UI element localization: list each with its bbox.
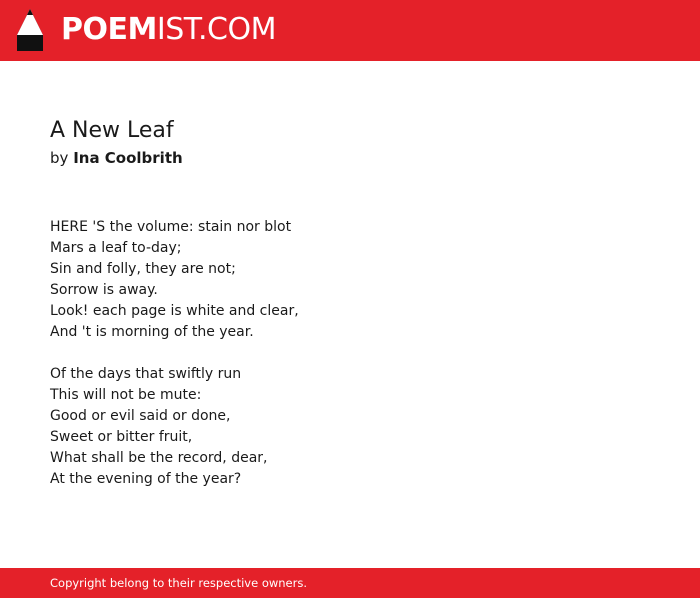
poem-title: A New Leaf — [50, 118, 174, 143]
poem-line: Look! each page is white and clear, — [50, 303, 299, 319]
poem-line: Sin and folly, they are not; — [50, 261, 236, 277]
by-label: by — [50, 149, 69, 167]
poem-body — [50, 217, 650, 490]
pencil-icon[interactable] — [17, 9, 43, 51]
poem-line: And 't is morning of the year. — [50, 324, 254, 340]
poem-line: Mars a leaf to-day; — [50, 240, 182, 256]
poem-line: Of the days that swiftly run — [50, 366, 242, 382]
poem-line: At the evening of the year? — [50, 471, 242, 487]
poem-line: What shall be the record, dear, — [50, 450, 268, 466]
site-footer — [0, 568, 700, 598]
author-link[interactable]: Ina Coolbrith — [73, 149, 183, 167]
site-header — [0, 0, 700, 61]
poem-line: Good or evil said or done, — [50, 408, 231, 424]
poem-line: Sorrow is away. — [50, 282, 158, 298]
logo-text-bold: POEM — [61, 12, 157, 47]
poem-line: HERE 'S the volume: stain nor blot — [50, 219, 292, 235]
logo-text-light: IST.COM — [156, 12, 276, 47]
site-logo-link[interactable] — [61, 12, 276, 48]
poem-line: Sweet or bitter fruit, — [50, 429, 193, 445]
poem-byline — [50, 146, 650, 170]
copyright-text: Copyright belong to their respective owners. — [50, 576, 308, 590]
poem-line: This will not be mute: — [50, 387, 202, 403]
poem-content — [50, 116, 650, 511]
stanza-1 — [50, 217, 650, 343]
stanza-2 — [50, 364, 650, 490]
